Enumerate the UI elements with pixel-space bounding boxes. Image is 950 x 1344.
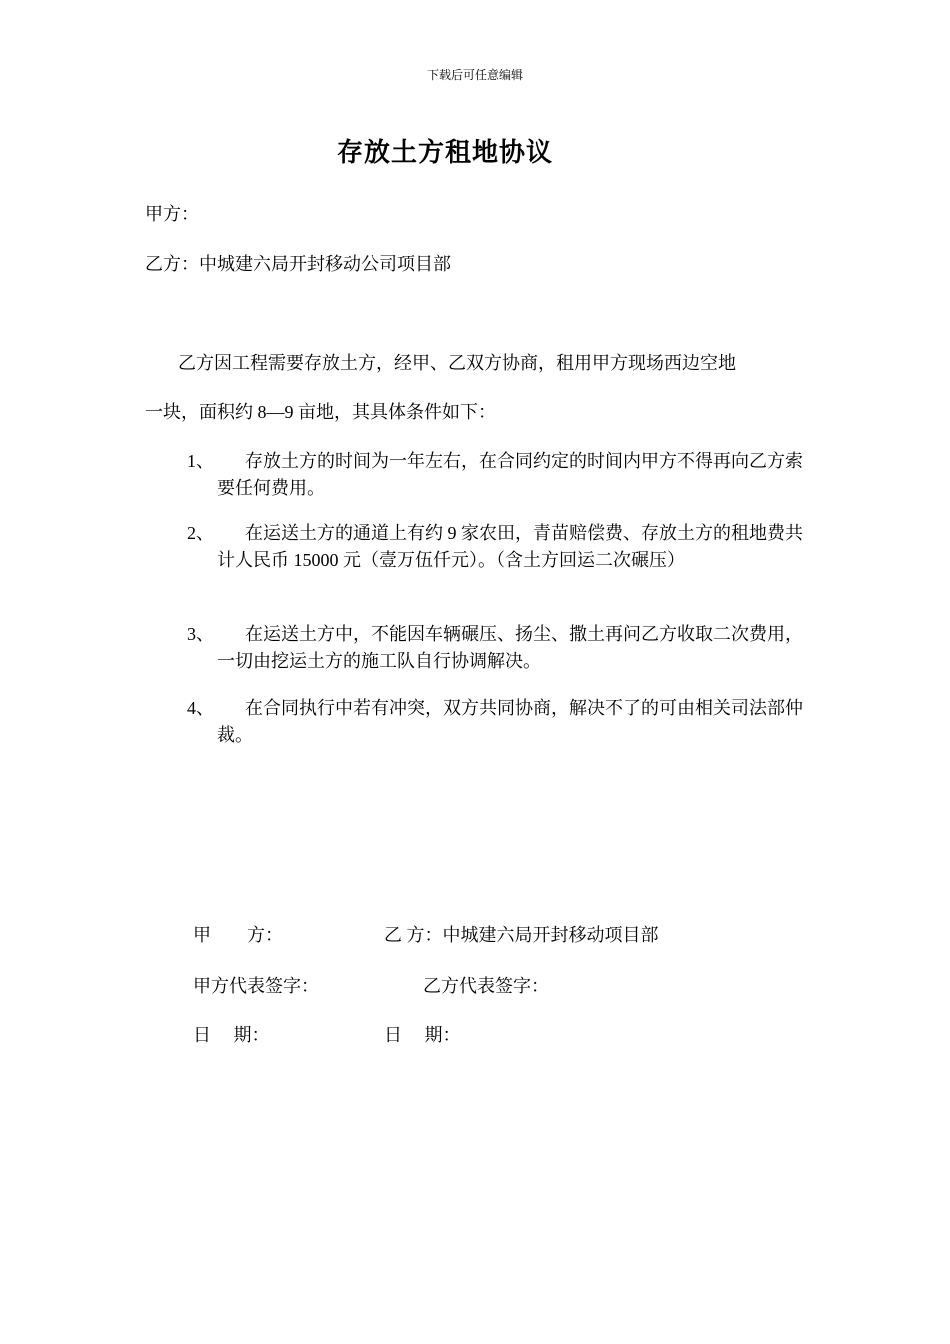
page-title: 存放土方租地协议: [336, 138, 553, 167]
party-b-date-label: 日 期：: [384, 1025, 461, 1045]
party-a-signature-label: 甲 方：: [193, 925, 283, 945]
party-a-date-label: 日 期：: [193, 1025, 270, 1045]
intro-line-1: 乙方因工程需要存放土方，经甲、乙双方协商，租用甲方现场西边空地: [178, 353, 736, 373]
clause-number: 3、: [187, 624, 214, 644]
clause-4: [187, 695, 812, 749]
clause-text: 在合同执行中若有冲突，双方共同协商，解决不了的可由相关司法部仲裁。: [217, 698, 803, 745]
clause-number: 4、: [187, 698, 214, 718]
clause-text: 在运送土方的通道上有约 9 家农田，青苗赔偿费、存放土方的租地费共计人民币 15000 元（壹万伍仟元）。（含土方回运二次碾压）: [217, 523, 803, 570]
party-b-representative-label: 乙方代表签字：: [423, 976, 549, 996]
party-a-representative-label: 甲方代表签字：: [193, 976, 319, 996]
party-a-line: 甲方：: [145, 204, 199, 224]
header-note: 下载后可任意编辑: [426, 68, 523, 82]
clause-number: 1、: [187, 451, 214, 471]
clause-1: [187, 448, 812, 502]
clause-3: [187, 621, 812, 675]
clause-number: 2、: [187, 523, 214, 543]
clause-text: 存放土方的时间为一年左右，在合同约定的时间内甲方不得再向乙方索要任何费用。: [217, 451, 803, 498]
party-b-signature-label: 乙 方：中城建六局开封移动项目部: [384, 925, 659, 945]
clause-text: 在运送土方中，不能因车辆碾压、扬尘、撒土再问乙方收取二次费用，一切由挖运土方的施工队自行协调解决。: [217, 624, 803, 671]
clause-2: [187, 520, 812, 574]
intro-line-2: 一块，面积约 8—9 亩地，其具体条件如下：: [145, 402, 496, 422]
party-b-line: 乙方：中城建六局开封移动公司项目部: [145, 254, 451, 274]
